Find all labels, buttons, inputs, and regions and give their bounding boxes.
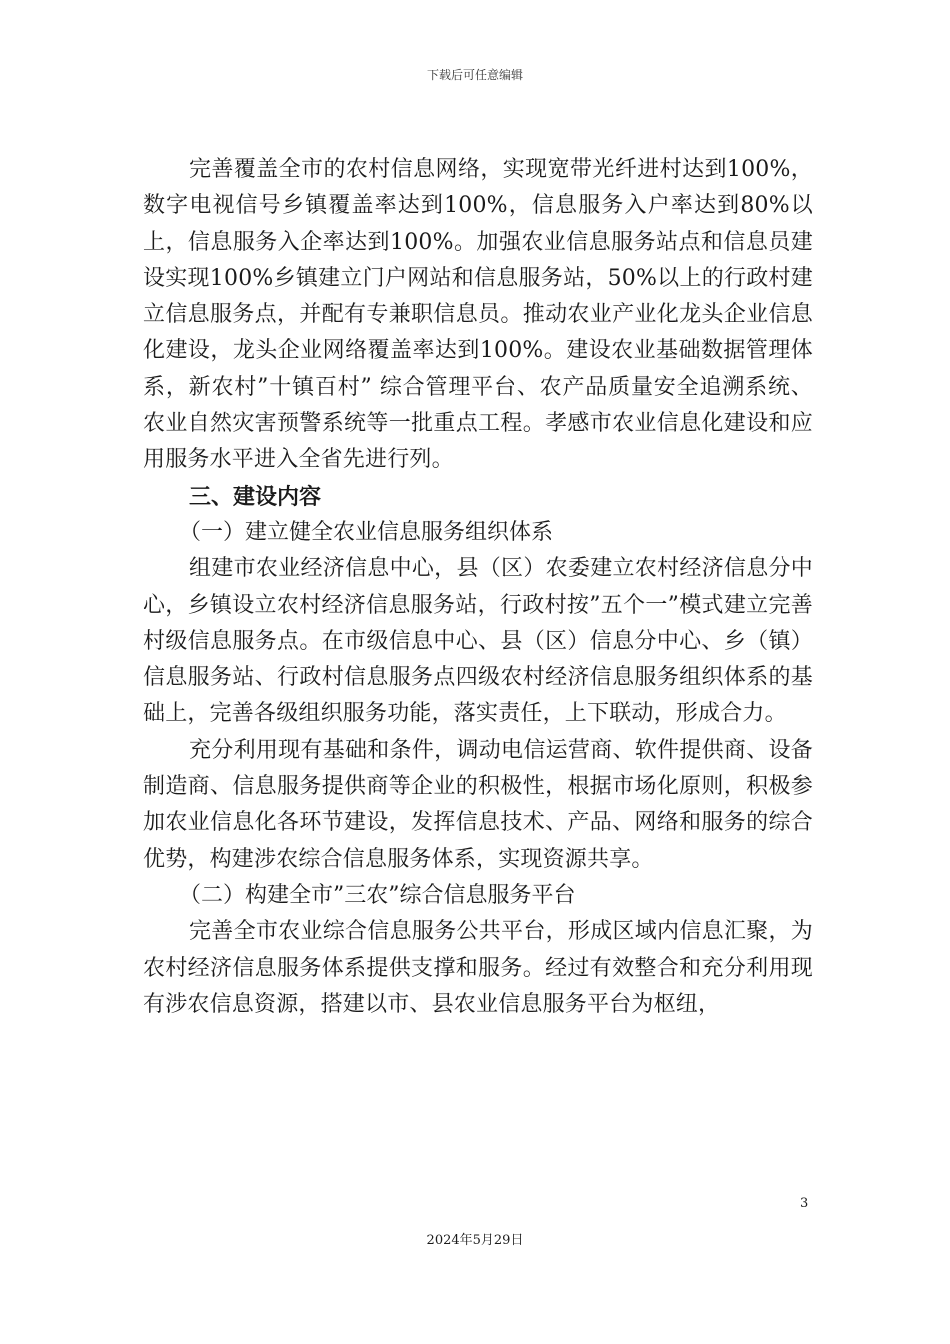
- page-header-note: 下载后可任意编辑: [426, 68, 523, 82]
- body-paragraph-3: 充分利用现有基础和条件，调动电信运营商、软件提供商、设备制造商、信息服务提供商等企业的积极性，根据市场化原则，积极参加农业信息化各环节建设，发挥信息技术、产品、网络和服务的综合优势，构建涉农综合信息服务体系，实现资源共享。: [143, 737, 813, 872]
- footer-date: 2024年5月29日: [426, 1233, 524, 1248]
- body-paragraph-1: 完善覆盖全市的农村信息网络，实现宽带光纤进村达到100%，数字电视信号乡镇覆盖率达到100%，信息服务入户率达到80%以上，信息服务入企率达到100%。加强农业信息服务站点和信息员建设实现100%乡镇建立门户网站和信息服务站，50%以上的行政村建立信息服务点，并配有专兼职信息员。推动农业产业化龙头企业信息化建设，龙头企业网络覆盖率达到100%。建设农业基础数据管理体系，新农村”十镇百村” 综合管理平台、农产品质量安全追溯系统、农业自然灾害预警系统等一批重点工程。孝感市农业信息化建设和应用服务水平进入全省先进行列。: [143, 157, 813, 473]
- subheading-1: （一）建立健全农业信息服务组织体系: [179, 519, 554, 545]
- body-paragraph-2: 组建市农业经济信息中心，县（区）农委建立农村经济信息分中心，乡镇设立农村经济信息服务站，行政村按”五个一”模式建立完善村级信息服务点。在市级信息中心、县（区）信息分中心、乡（镇）信息服务站、行政村信息服务点四级农村经济信息服务组织体系的基础上，完善各级组织服务功能，落实责任，上下联动，形成合力。: [143, 556, 813, 727]
- subheading-2: （二）构建全市”三农”综合信息服务平台: [179, 882, 576, 908]
- body-paragraph-4: 完善全市农业综合信息服务公共平台，形成区域内信息汇聚，为农村经济信息服务体系提供支撑和服务。经过有效整合和充分利用现有涉农信息资源，搭建以市、县农业信息服务平台为枢纽，: [143, 919, 813, 1017]
- section-heading: 三、建设内容: [189, 483, 322, 510]
- page-number: 3: [800, 1196, 809, 1211]
- document-body: [143, 152, 813, 1023]
